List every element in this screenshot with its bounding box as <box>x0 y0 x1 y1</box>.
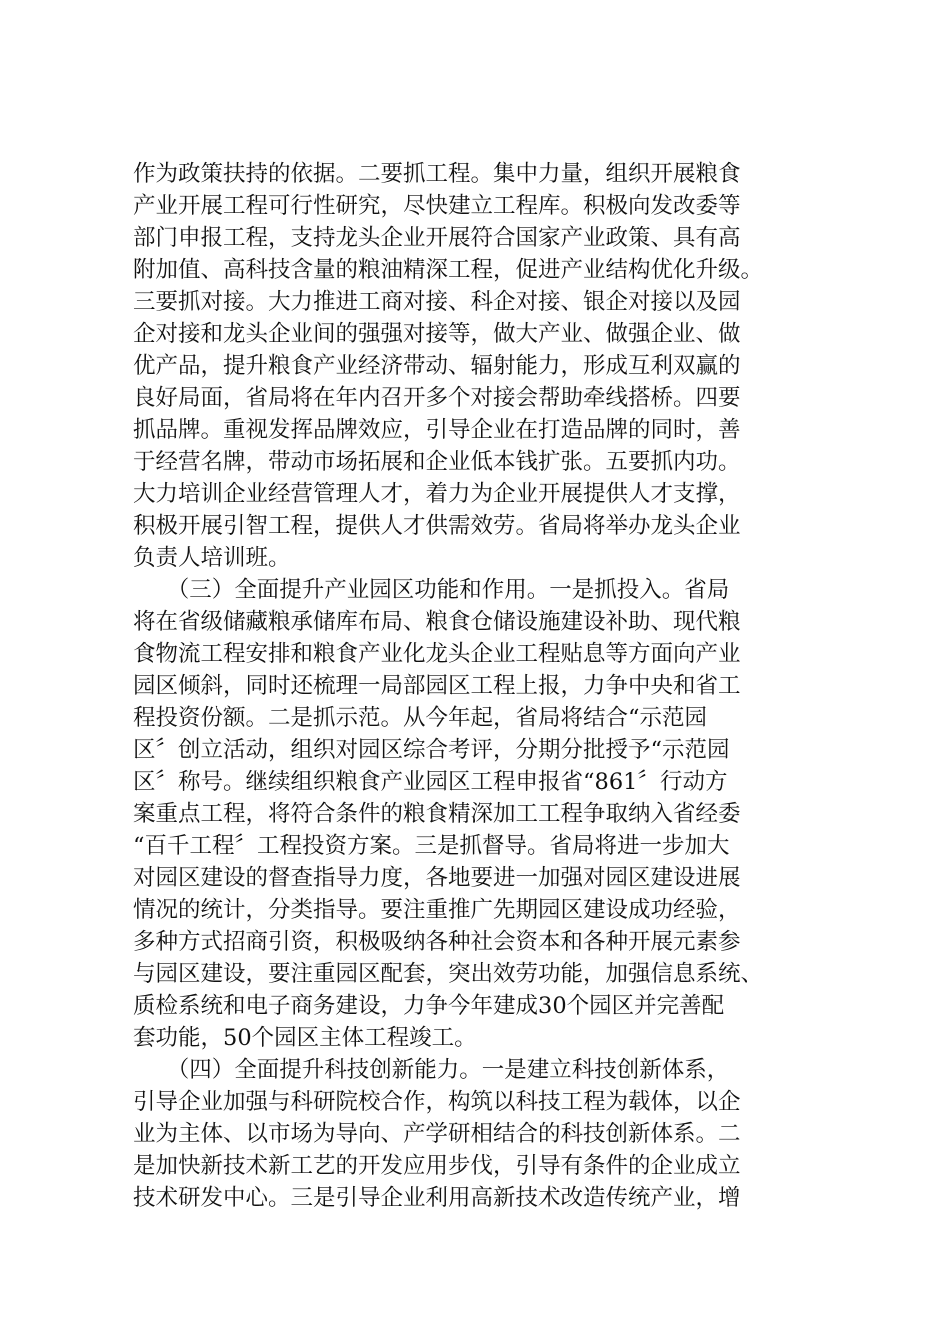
text-line: 园区倾斜，同时还梳理一局部园区工程上报，力争中央和省工 <box>133 673 741 699</box>
text-line: 食物流工程安排和粮食产业化龙头企业工程贴息等方面向产业 <box>133 641 741 667</box>
body-text <box>133 158 845 1214</box>
text-line: 抓品牌。重视发挥品牌效应，引导企业在打造品牌的同时，善 <box>133 417 741 443</box>
text-line: 附加值、高科技含量的粮油精深工程，促进产业结构优化升级。 <box>133 257 764 283</box>
text-line: 良好局面，省局将在年内召开多个对接会帮助牵线搭桥。四要 <box>133 385 741 411</box>
text-line: 产业开展工程可行性研究，尽快建立工程库。积极向发改委等 <box>133 193 741 219</box>
text-line: 负责人培训班。 <box>133 545 291 571</box>
text-line: 质检系统和电子商务建设，力争今年建成30个园区并完善配 <box>133 993 725 1019</box>
text-line: “百千工程〞工程投资方案。三是抓督导。省局将进一步加大 <box>133 833 730 859</box>
text-line: 区〞创立活动，组织对园区综合考评，分期分批授予“示范园 <box>133 737 730 763</box>
text-line: 三要抓对接。大力推进工商对接、科企对接、银企对接以及园 <box>133 289 741 315</box>
text-line: 多种方式招商引资，积极吸纳各种社会资本和各种开展元素参 <box>133 929 741 955</box>
text-line: 情况的统计，分类指导。要注重推广先期园区建设成功经验， <box>133 897 741 923</box>
text-line: 将在省级储藏粮承储库布局、粮食仓储设施建设补助、现代粮 <box>133 609 741 635</box>
text-line: 与园区建设，要注重园区配套，突出效劳功能，加强信息系统、 <box>133 961 764 987</box>
text-line: 于经营名牌，带动市场拓展和企业低本钱扩张。五要抓内功。 <box>133 449 741 475</box>
text-line: 套功能，50个园区主体工程竣工。 <box>133 1025 477 1051</box>
text-line: 企对接和龙头企业间的强强对接等，做大产业、做强企业、做 <box>133 321 741 347</box>
text-line: 区〞称号。继续组织粮食产业园区工程申报省“861〞行动方 <box>133 769 728 795</box>
text-line: 优产品，提升粮食产业经济带动、辐射能力，形成互利双赢的 <box>133 353 741 379</box>
text-line: 技术研发中心。三是引导企业利用高新技术改造传统产业，增 <box>133 1185 741 1211</box>
text-line: 积极开展引智工程，提供人才供需效劳。省局将举办龙头企业 <box>133 513 741 539</box>
text-line: 作为政策扶持的依据。二要抓工程。集中力量，组织开展粮食 <box>133 161 741 187</box>
text-line: 案重点工程，将符合条件的粮食精深加工工程争取纳入省经委 <box>133 801 741 827</box>
text-line: 是加快新技术新工艺的开发应用步伐，引导有条件的企业成立 <box>133 1153 741 1179</box>
paragraph-start-line: （三）全面提升产业园区功能和作用。一是抓投入。省局 <box>133 577 730 603</box>
text-line: 部门申报工程，支持龙头企业开展符合国家产业政策、具有高 <box>133 225 741 251</box>
text-line: 引导企业加强与科研院校合作，构筑以科技工程为载体，以企 <box>133 1089 741 1115</box>
text-line: 程投资份额。二是抓示范。从今年起，省局将结合“示范园 <box>133 705 708 731</box>
paragraph-start-line: （四）全面提升科技创新能力。一是建立科技创新体系， <box>133 1057 730 1083</box>
text-line: 大力培训企业经营管理人才，着力为企业开展提供人才支撑， <box>133 481 741 507</box>
text-line: 业为主体、以市场为导向、产学研相结合的科技创新体系。二 <box>133 1121 741 1147</box>
text-line: 对园区建设的督查指导力度，各地要进一加强对园区建设进展 <box>133 865 741 891</box>
